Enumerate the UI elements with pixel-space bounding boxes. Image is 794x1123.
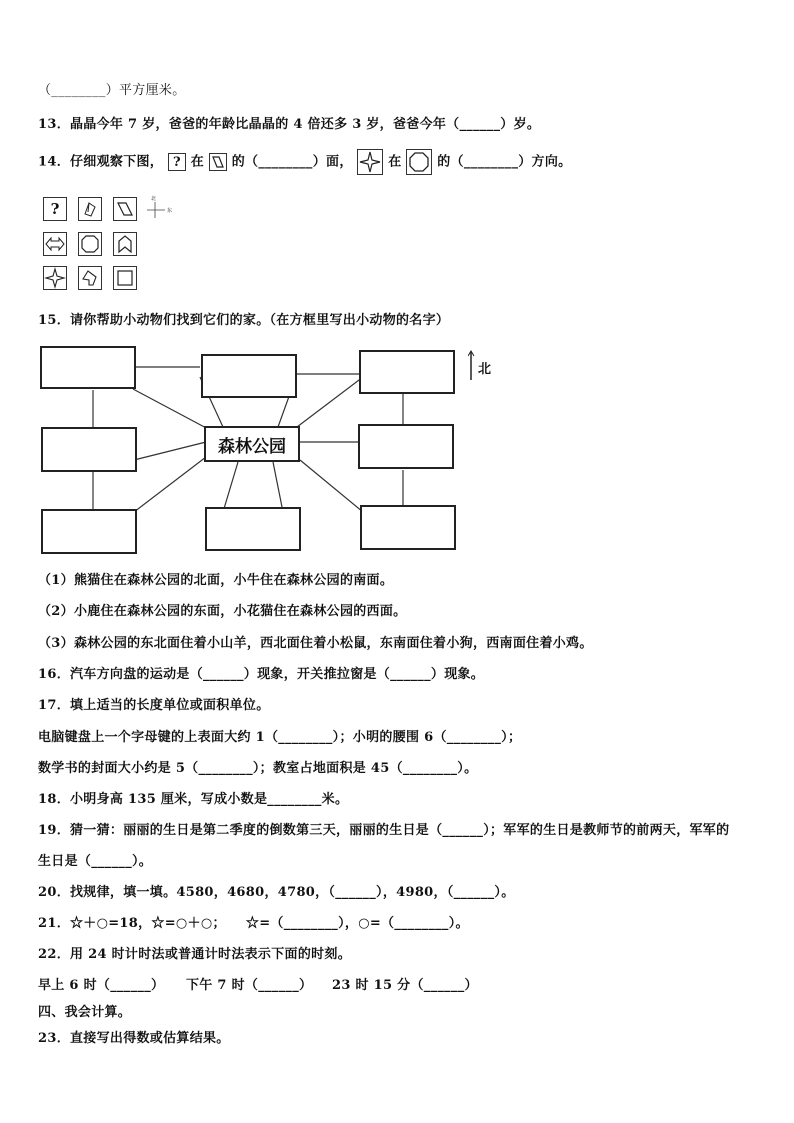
- map-box-south[interactable]: [205, 507, 301, 551]
- text-line: （________）平方厘米。: [38, 83, 186, 98]
- map-box-west[interactable]: [41, 427, 137, 472]
- arrow-shape-icon: [78, 266, 102, 290]
- square-icon: [113, 266, 137, 290]
- question-16: 16．汽车方向盘的运动是（______）现象，开关推拉窗是（______）现象。: [38, 667, 485, 682]
- map-box-northeast[interactable]: [359, 350, 455, 394]
- question-text: 的（________）方向。: [437, 154, 572, 170]
- forest-park-center: [204, 426, 300, 462]
- map-box-southeast[interactable]: [360, 505, 456, 550]
- question-22-night: 23 时 15 分（______）: [332, 978, 478, 993]
- map-box-southwest[interactable]: [41, 509, 137, 554]
- question-mark-icon: ?: [43, 197, 67, 221]
- question-13: 13．晶晶今年 7 岁，爸爸的年龄比晶晶的 4 倍还多 3 岁，爸爸今年（______）岁。: [38, 117, 541, 132]
- section-4-heading: 四、我会计算。: [38, 1005, 132, 1020]
- question-15-clue-1: （1）熊猫住在森林公园的北面，小牛住在森林公园的南面。: [38, 573, 394, 588]
- question-23: 23．直接写出得数或估算结果。: [38, 1031, 230, 1046]
- question-text: 在: [388, 154, 402, 170]
- question-19-cont: 生日是（______）。: [38, 854, 153, 869]
- double-arrow-icon: [43, 232, 67, 256]
- compass-icon: [145, 198, 173, 220]
- parallelogram-icon: [209, 153, 227, 171]
- compass-north-label: 北: [151, 196, 157, 202]
- question-17-line-a: 电脑键盘上一个字母键的上表面大约 1（________）；小明的腰围 6（________）；: [38, 730, 522, 745]
- question-text: 14．仔细观察下图，: [38, 154, 164, 170]
- north-label: 北: [478, 362, 492, 377]
- octagon-icon: [406, 149, 432, 175]
- question-15-clue-2: （2）小鹿住在森林公园的东面，小花猫住在森林公园的西面。: [38, 604, 407, 619]
- question-mark-icon: ?: [168, 153, 186, 171]
- question-text: 在: [190, 154, 205, 170]
- question-text: 的（________）面，: [231, 154, 353, 170]
- four-point-star-icon: [357, 149, 383, 175]
- octagon-icon: [78, 232, 102, 256]
- forest-park-map: [38, 342, 498, 557]
- question-14: [38, 149, 571, 175]
- question-22-evening: 下午 7 时（______）: [186, 978, 313, 993]
- map-box-east[interactable]: [358, 424, 454, 469]
- question-17: 17．填上适当的长度单位或面积单位。: [38, 698, 270, 713]
- map-box-northwest[interactable]: [40, 346, 136, 389]
- question-20: 20．找规律，填一填。4580，4680，4780，（______），4980，（______）。: [38, 885, 515, 900]
- four-point-star-icon: [43, 266, 67, 290]
- question-18: 18．小明身高 135 厘米，写成小数是________米。: [38, 792, 349, 807]
- question-22-morning: 早上 6 时（______）: [38, 978, 165, 993]
- center-label: 森林公园: [218, 436, 286, 457]
- map-box-north[interactable]: [201, 354, 297, 398]
- bookmark-icon: [113, 232, 137, 256]
- parallelogram-icon: [113, 197, 137, 221]
- north-arrow-icon: [468, 350, 478, 386]
- compass-east-label: 东: [167, 208, 173, 214]
- question-17-line-b: 数学书的封面大小约是 5（________）；教室占地面积是 45（________）。: [38, 761, 478, 776]
- question-19: 19．猜一猜：丽丽的生日是第二季度的倒数第三天，丽丽的生日是（______）；军军的生日是教师节的前两天，军军的: [38, 823, 730, 838]
- folded-shape-icon: [78, 197, 102, 221]
- question-15-clue-3: （3）森林公园的东北面住着小山羊，西北面住着小松鼠，东南面住着小狗，西南面住着小鸡。: [38, 636, 593, 651]
- question-21: 21．☆＋○=18，☆=○＋○； ☆=（________），○=（________）。: [38, 916, 469, 931]
- question-22: 22．用 24 时计时法或普通计时法表示下面的时刻。: [38, 947, 352, 962]
- question-15: 15．请你帮助小动物们找到它们的家。（在方框里写出小动物的名字）: [38, 313, 450, 328]
